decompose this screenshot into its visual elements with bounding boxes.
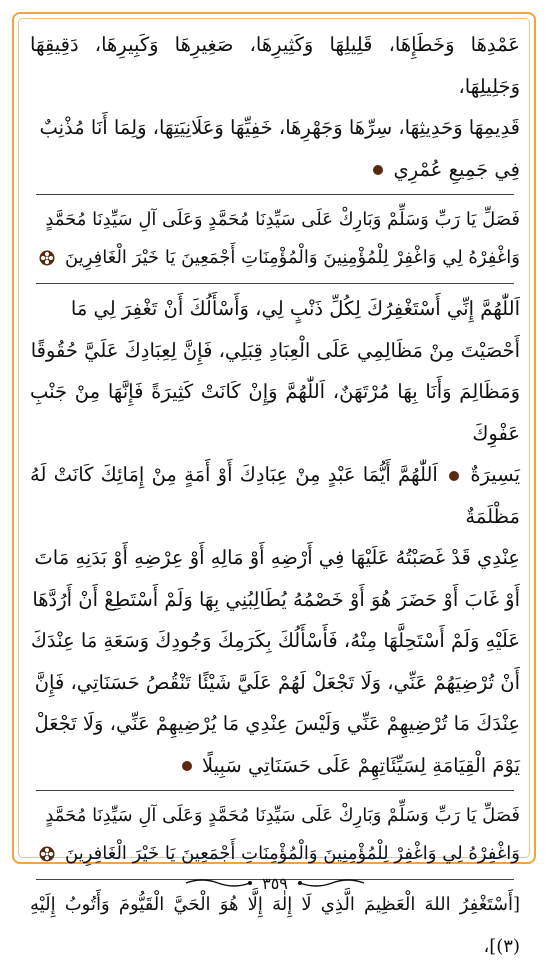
- section-end-dot-icon: [449, 471, 459, 481]
- text-span: اَللّٰهُمَّ أَيُّمَا عَبْدٍ مِنْ عِبَادِكَ أَوْ أَمَةٍ مِنْ إِمَائِكَ كَانَتْ لَهُ مَظْلَمَةٌ: [30, 463, 520, 528]
- divider: [36, 790, 514, 791]
- text-line: عِنْدِي قَدْ غَصَبْتُهُ عَلَيْهَا فِي أَرْضِهِ أَوْ مَالِهِ أَوْ عِرْضِهِ أَوْ بَدَنِهِ مَاتَ: [34, 546, 520, 569]
- istighfar-line: [أَسْتَغْفِرُ اللهَ الْعَظِيمَ الَّذِي لَا إِلٰهَ إِلَّا هُوَ الْحَيَّ الْقَيُّومَ وَأَتُوبُ إِلَيْهِ (٣)]،: [30, 894, 520, 957]
- text-line: أَنْ تُرْضِيَهُمْ عَنِّي، وَلَا تَجْعَلْ لَهُمْ عَلَيَّ شَيْئًا تَنْقُصُ حَسَنَاتِي، فَإِنَّ: [34, 670, 520, 694]
- text-span: يَسِيرَةٌ: [470, 463, 521, 486]
- text-line: فَصَلِّ يَا رَبِّ وَسَلِّمْ وَبَارِكْ عَلَى سَيِّدِنَا مُحَمَّدٍ وَعَلَى آلِ سَيِّدِنَا مُحَمَّدٍ: [45, 209, 520, 230]
- text-span: وَاغْفِرْهُ لِي وَاغْفِرْ لِلْمُؤْمِنِينَ وَالْمُؤْمِنَاتِ أَجْمَعِينَ يَا خَيْرَ الْغَافِرِينَ: [65, 247, 520, 268]
- flower-ornament-icon: [39, 250, 55, 266]
- text-line: اَللّٰهُمَّ إِنِّي أَسْتَغْفِرُكَ لِكُلِّ ذَنْبٍ لِي، وَأَسْأَلُكَ أَنْ تَغْفِرَ لِي مَا: [70, 297, 520, 320]
- paragraph-2: [30, 288, 520, 786]
- text-line: [30, 239, 520, 277]
- page-content: [30, 24, 520, 967]
- text-line: عِنْدَكَ مَا تُرْضِيهِمْ عَنِّي وَلَيْسَ عِنْدِي مَا يُرْضِيهِمْ عَنِّي، وَلَا تَجْعَلْ: [34, 712, 520, 735]
- salawat-block-1: [30, 201, 520, 277]
- text-span: يَوْمَ الْقِيَامَةِ لِسَيِّئَاتِهِمْ عَلَى حَسَنَاتِي سَبِيلًا: [202, 753, 520, 777]
- text-line: عَمْدِهَا وَخَطَإِهَا، قَلِيلِهَا وَكَثِيرِهَا، صَغِيرِهَا وَكَبِيرِهَا، دَقِيقِهَا وَجَلِيلِهَا،: [30, 33, 520, 98]
- salawat-block-2: [30, 797, 520, 873]
- text-line: أَوْ غَابَ أَوْ حَضَرَ هُوَ أَوْ خَصْمُهُ يُطَالِبُنِي بِهَا وَلَمْ أَسْتَطِعْ أَنْ أَرُدَّهَا: [32, 587, 520, 611]
- divider: [36, 194, 514, 195]
- flower-ornament-icon: [39, 846, 55, 862]
- text-line: [30, 149, 520, 191]
- text-span: وَاغْفِرْهُ لِي وَاغْفِرْ لِلْمُؤْمِنِينَ وَالْمُؤْمِنَاتِ أَجْمَعِينَ يَا خَيْرَ الْغَافِرِينَ: [65, 843, 520, 864]
- page-number: ٣٥٩: [262, 873, 288, 893]
- right-ornament-icon: [296, 875, 366, 891]
- text-line: قَدِيمِهَا وَحَدِيثِهَا، سِرِّهَا وَجَهْرِهَا، خَفِيِّهَا وَعَلَانِيَتِهَا، وَلِمَا أَنَا مُذْنِبٌ: [39, 116, 520, 139]
- left-ornament-icon: [184, 875, 254, 891]
- text-line: [30, 745, 520, 787]
- text-line: [30, 454, 520, 537]
- text-line: عَلَيْهِ وَلَمْ أَسْتَحِلَّهَا مِنْهُ، فَأَسْأَلُكَ بِكَرَمِكَ وَجُودِكَ وَسَعَةِ مَا عِنْدَكَ: [30, 629, 520, 652]
- text-line: أَحْصَيْتَ مِنْ مَظَالِمِي عَلَى الْعِبَادِ قِبَلِي، فَإِنَّ لِعِبَادِكَ عَلَيَّ حُقُوقًا: [30, 338, 520, 362]
- section-end-dot-icon: [373, 165, 383, 175]
- section-end-dot-icon: [182, 761, 192, 771]
- text-span: فِي جَمِيعِ عُمْرِي: [393, 157, 520, 181]
- divider: [36, 283, 514, 284]
- page-footer: [0, 868, 550, 898]
- text-line: فَصَلِّ يَا رَبِّ وَسَلِّمْ وَبَارِكْ عَلَى سَيِّدِنَا مُحَمَّدٍ وَعَلَى آلِ سَيِّدِنَا مُحَمَّدٍ: [45, 805, 520, 826]
- paragraph-1: [30, 24, 520, 190]
- text-line: وَمَظَالِمَ وَأَنَا بِهَا مُرْتَهَنٌ، اَللّٰهُمَّ وَإِنْ كَانَتْ كَثِيرَةً فَإِنَّهَا مِنْ جَنْبِ عَفْوِكَ: [30, 380, 520, 445]
